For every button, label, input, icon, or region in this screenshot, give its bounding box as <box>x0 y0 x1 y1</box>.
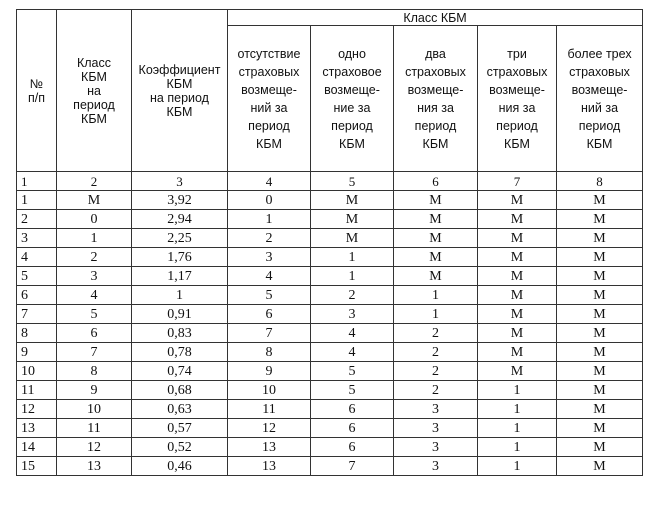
cell-row-number: 10 <box>17 362 57 381</box>
column-number: 5 <box>311 172 394 191</box>
cell-three-claims: 1 <box>478 457 557 476</box>
cell-row-number: 15 <box>17 457 57 476</box>
cell-no-claims: 3 <box>228 248 311 267</box>
cell-one-claim: M <box>311 229 394 248</box>
cell-no-claims: 1 <box>228 210 311 229</box>
cell-one-claim: 4 <box>311 343 394 362</box>
cell-more-than-three-claims: M <box>557 191 643 210</box>
table-row <box>17 267 643 286</box>
cell-row-number: 2 <box>17 210 57 229</box>
cell-row-number: 4 <box>17 248 57 267</box>
cell-three-claims: M <box>478 343 557 362</box>
cell-more-than-three-claims: M <box>557 286 643 305</box>
cell-one-claim: 6 <box>311 400 394 419</box>
cell-two-claims: M <box>394 229 478 248</box>
cell-one-claim: 1 <box>311 267 394 286</box>
cell-three-claims: M <box>478 305 557 324</box>
column-number: 3 <box>132 172 228 191</box>
cell-three-claims: M <box>478 191 557 210</box>
cell-more-than-three-claims: M <box>557 362 643 381</box>
table-header <box>17 10 643 172</box>
cell-coefficient: 0,74 <box>132 362 228 381</box>
cell-coefficient: 0,83 <box>132 324 228 343</box>
cell-coefficient: 2,94 <box>132 210 228 229</box>
cell-three-claims: M <box>478 286 557 305</box>
header-one-claim: одно страховое возмеще- ние за период КБМ <box>311 26 394 172</box>
cell-two-claims: M <box>394 210 478 229</box>
cell-coefficient: 1 <box>132 286 228 305</box>
cell-three-claims: M <box>478 248 557 267</box>
cell-two-claims: 3 <box>394 419 478 438</box>
table-row <box>17 210 643 229</box>
cell-no-claims: 5 <box>228 286 311 305</box>
cell-three-claims: M <box>478 229 557 248</box>
column-number: 7 <box>478 172 557 191</box>
column-numbers-row <box>17 172 643 191</box>
cell-more-than-three-claims: M <box>557 438 643 457</box>
cell-class-period: 9 <box>57 381 132 400</box>
cell-two-claims: 1 <box>394 305 478 324</box>
cell-more-than-three-claims: M <box>557 457 643 476</box>
cell-one-claim: 5 <box>311 362 394 381</box>
cell-no-claims: 11 <box>228 400 311 419</box>
cell-more-than-three-claims: M <box>557 419 643 438</box>
cell-row-number: 12 <box>17 400 57 419</box>
cell-two-claims: 1 <box>394 286 478 305</box>
cell-coefficient: 2,25 <box>132 229 228 248</box>
table-row <box>17 229 643 248</box>
cell-three-claims: 1 <box>478 419 557 438</box>
cell-two-claims: 2 <box>394 362 478 381</box>
cell-two-claims: 2 <box>394 343 478 362</box>
cell-one-claim: 2 <box>311 286 394 305</box>
cell-coefficient: 1,76 <box>132 248 228 267</box>
cell-three-claims: 1 <box>478 438 557 457</box>
cell-no-claims: 10 <box>228 381 311 400</box>
cell-three-claims: 1 <box>478 381 557 400</box>
header-num: № п/п <box>17 10 57 172</box>
cell-two-claims: 2 <box>394 324 478 343</box>
cell-no-claims: 7 <box>228 324 311 343</box>
header-more-than-three-claims: более трех страховых возмеще- ний за период КБМ <box>557 26 643 172</box>
cell-class-period: 4 <box>57 286 132 305</box>
column-number: 4 <box>228 172 311 191</box>
cell-no-claims: 13 <box>228 438 311 457</box>
cell-no-claims: 9 <box>228 362 311 381</box>
column-number: 8 <box>557 172 643 191</box>
cell-two-claims: M <box>394 191 478 210</box>
cell-class-period: 10 <box>57 400 132 419</box>
header-three-claims: три страховых возмеще- ния за период КБМ <box>478 26 557 172</box>
column-number: 1 <box>17 172 57 191</box>
cell-class-period: 0 <box>57 210 132 229</box>
cell-class-period: M <box>57 191 132 210</box>
cell-row-number: 5 <box>17 267 57 286</box>
cell-one-claim: 5 <box>311 381 394 400</box>
cell-row-number: 9 <box>17 343 57 362</box>
cell-more-than-three-claims: M <box>557 324 643 343</box>
cell-more-than-three-claims: M <box>557 267 643 286</box>
cell-one-claim: 4 <box>311 324 394 343</box>
cell-row-number: 8 <box>17 324 57 343</box>
cell-class-period: 11 <box>57 419 132 438</box>
table-row <box>17 438 643 457</box>
cell-row-number: 14 <box>17 438 57 457</box>
cell-coefficient: 1,17 <box>132 267 228 286</box>
cell-coefficient: 3,92 <box>132 191 228 210</box>
cell-no-claims: 0 <box>228 191 311 210</box>
cell-coefficient: 0,57 <box>132 419 228 438</box>
cell-no-claims: 2 <box>228 229 311 248</box>
cell-coefficient: 0,68 <box>132 381 228 400</box>
cell-no-claims: 6 <box>228 305 311 324</box>
cell-two-claims: 3 <box>394 438 478 457</box>
cell-coefficient: 0,63 <box>132 400 228 419</box>
cell-one-claim: 7 <box>311 457 394 476</box>
cell-two-claims: 3 <box>394 457 478 476</box>
table-row <box>17 400 643 419</box>
cell-class-period: 5 <box>57 305 132 324</box>
cell-row-number: 6 <box>17 286 57 305</box>
cell-class-period: 13 <box>57 457 132 476</box>
cell-more-than-three-claims: M <box>557 248 643 267</box>
cell-no-claims: 12 <box>228 419 311 438</box>
kbm-table <box>16 9 643 476</box>
cell-class-period: 8 <box>57 362 132 381</box>
cell-class-period: 7 <box>57 343 132 362</box>
cell-three-claims: 1 <box>478 400 557 419</box>
cell-coefficient: 0,78 <box>132 343 228 362</box>
cell-two-claims: M <box>394 248 478 267</box>
cell-one-claim: 6 <box>311 419 394 438</box>
cell-one-claim: 6 <box>311 438 394 457</box>
table-row <box>17 457 643 476</box>
table-row <box>17 286 643 305</box>
cell-coefficient: 0,52 <box>132 438 228 457</box>
cell-class-period: 1 <box>57 229 132 248</box>
cell-three-claims: M <box>478 210 557 229</box>
cell-three-claims: M <box>478 362 557 381</box>
table-row <box>17 248 643 267</box>
cell-more-than-three-claims: M <box>557 305 643 324</box>
header-two-claims: два страховых возмеще- ния за период КБМ <box>394 26 478 172</box>
table-row <box>17 305 643 324</box>
table-row <box>17 381 643 400</box>
cell-row-number: 3 <box>17 229 57 248</box>
table-row <box>17 419 643 438</box>
cell-three-claims: M <box>478 267 557 286</box>
cell-one-claim: M <box>311 210 394 229</box>
column-number: 6 <box>394 172 478 191</box>
cell-no-claims: 8 <box>228 343 311 362</box>
header-coefficient: Коэффициент КБМ на период КБМ <box>132 10 228 172</box>
cell-one-claim: 1 <box>311 248 394 267</box>
cell-class-period: 6 <box>57 324 132 343</box>
table-row <box>17 324 643 343</box>
cell-three-claims: M <box>478 324 557 343</box>
cell-class-period: 12 <box>57 438 132 457</box>
cell-more-than-three-claims: M <box>557 400 643 419</box>
cell-row-number: 1 <box>17 191 57 210</box>
header-row-top <box>17 10 643 26</box>
header-class-group: Класс КБМ <box>228 10 643 26</box>
cell-row-number: 7 <box>17 305 57 324</box>
cell-two-claims: 2 <box>394 381 478 400</box>
table-row <box>17 343 643 362</box>
cell-row-number: 11 <box>17 381 57 400</box>
cell-one-claim: 3 <box>311 305 394 324</box>
cell-more-than-three-claims: M <box>557 343 643 362</box>
cell-class-period: 2 <box>57 248 132 267</box>
column-number: 2 <box>57 172 132 191</box>
cell-coefficient: 0,91 <box>132 305 228 324</box>
cell-two-claims: M <box>394 267 478 286</box>
cell-coefficient: 0,46 <box>132 457 228 476</box>
cell-row-number: 13 <box>17 419 57 438</box>
cell-one-claim: M <box>311 191 394 210</box>
table-row <box>17 362 643 381</box>
cell-more-than-three-claims: M <box>557 229 643 248</box>
table-body <box>17 172 643 476</box>
cell-class-period: 3 <box>57 267 132 286</box>
header-class-period: Класс КБМ на период КБМ <box>57 10 132 172</box>
cell-no-claims: 13 <box>228 457 311 476</box>
cell-no-claims: 4 <box>228 267 311 286</box>
cell-more-than-three-claims: M <box>557 381 643 400</box>
header-no-claims: отсутствие страховых возмеще- ний за период КБМ <box>228 26 311 172</box>
table-row <box>17 191 643 210</box>
cell-more-than-three-claims: M <box>557 210 643 229</box>
cell-two-claims: 3 <box>394 400 478 419</box>
